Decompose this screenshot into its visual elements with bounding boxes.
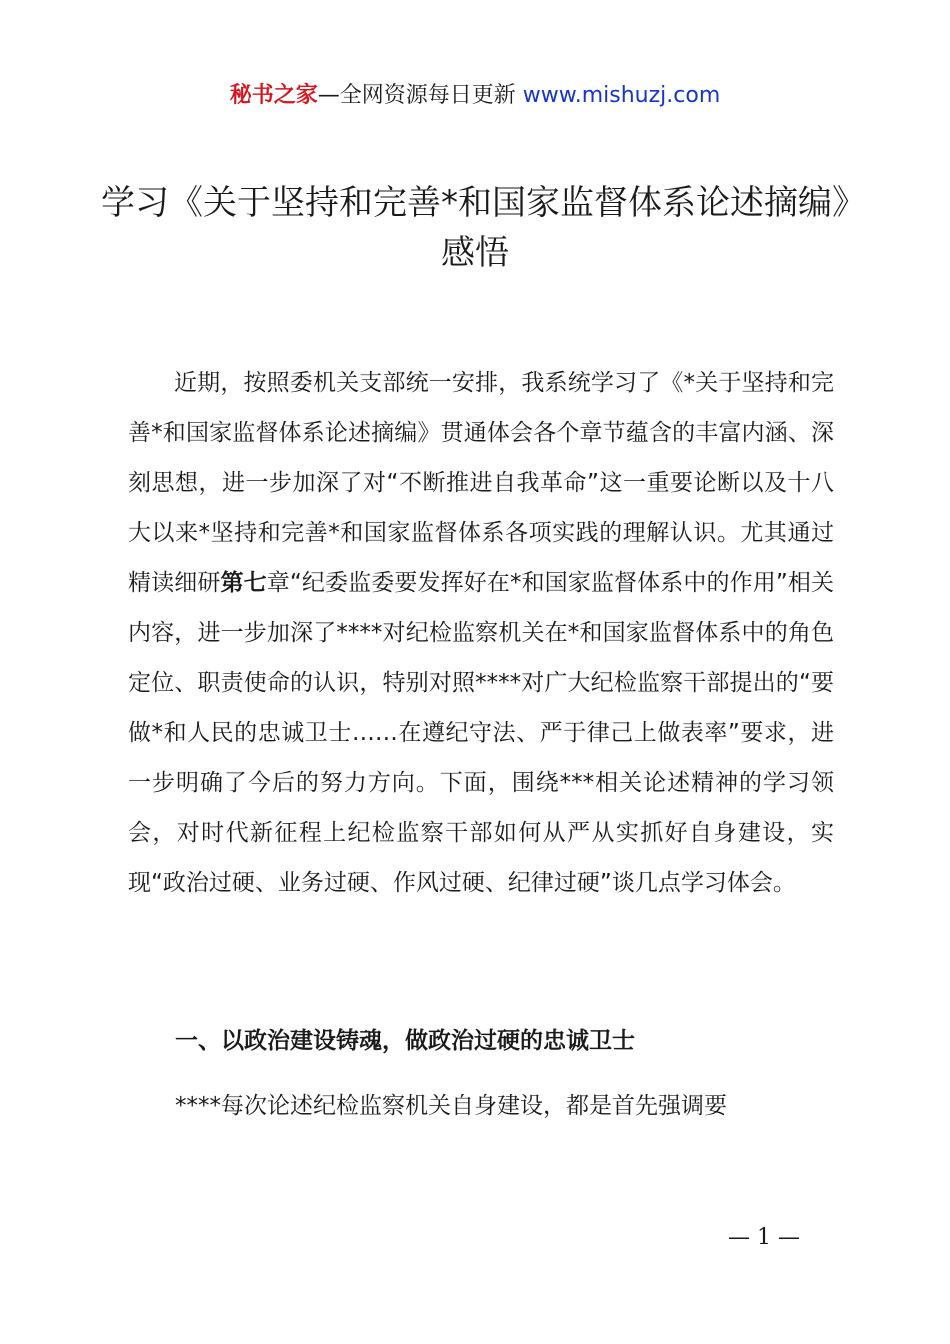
site-header (0, 80, 950, 112)
intro-paragraph (128, 358, 834, 908)
section-1-paragraph: ****每次论述纪检监察机关自身建设，都是首先强调要 (175, 1093, 727, 1119)
intro-text-bold: 第七 (220, 570, 267, 596)
header-tagline: —全网资源每日更新 (317, 83, 523, 108)
document-title: 学习《关于坚持和完善*和国家监督体系论述摘编》感悟 (101, 183, 849, 273)
page-number: — 1 — (728, 1225, 800, 1250)
intro-text-part1: 近期，按照委机关支部统一安排，我系统学习了《*关于坚持和完善*和国家监督体系论述摘编》贯通体会各个章节蕴含的丰富内涵、深刻思想，进一步加深了对“不断推进自我革命”这一重要论断以及十八大以来*坚持和完善*和国家监督体系各项实践的理解认识。尤其通过精读细研 (128, 370, 834, 596)
site-url-link[interactable]: www.mishuzj.com (522, 83, 721, 108)
intro-text-part2: 章“纪委监委要发挥好在*和国家监督体系中的作用”相关内容，进一步加深了****对纪检监察机关在*和国家监督体系中的角色定位、职责使命的认识，特别对照****对广大纪检监察干部提出的“要做*和人民的忠诚卫士……在遵纪守法、严于律己上做表率”要求，进一步明确了今后的努力方向。下面，围绕***相关论述精神的学习领会，对时代新征程上纪检监察干部如何从严从实抓好自身建设，实现“政治过硬、业务过硬、作风过硬、纪律过硬”谈几点学习体会。 (128, 570, 835, 896)
brand-name: 秘书之家 (229, 83, 318, 108)
section-heading-1: 一、以政治建设铸魂，做政治过硬的忠诚卫士 (175, 1028, 635, 1054)
